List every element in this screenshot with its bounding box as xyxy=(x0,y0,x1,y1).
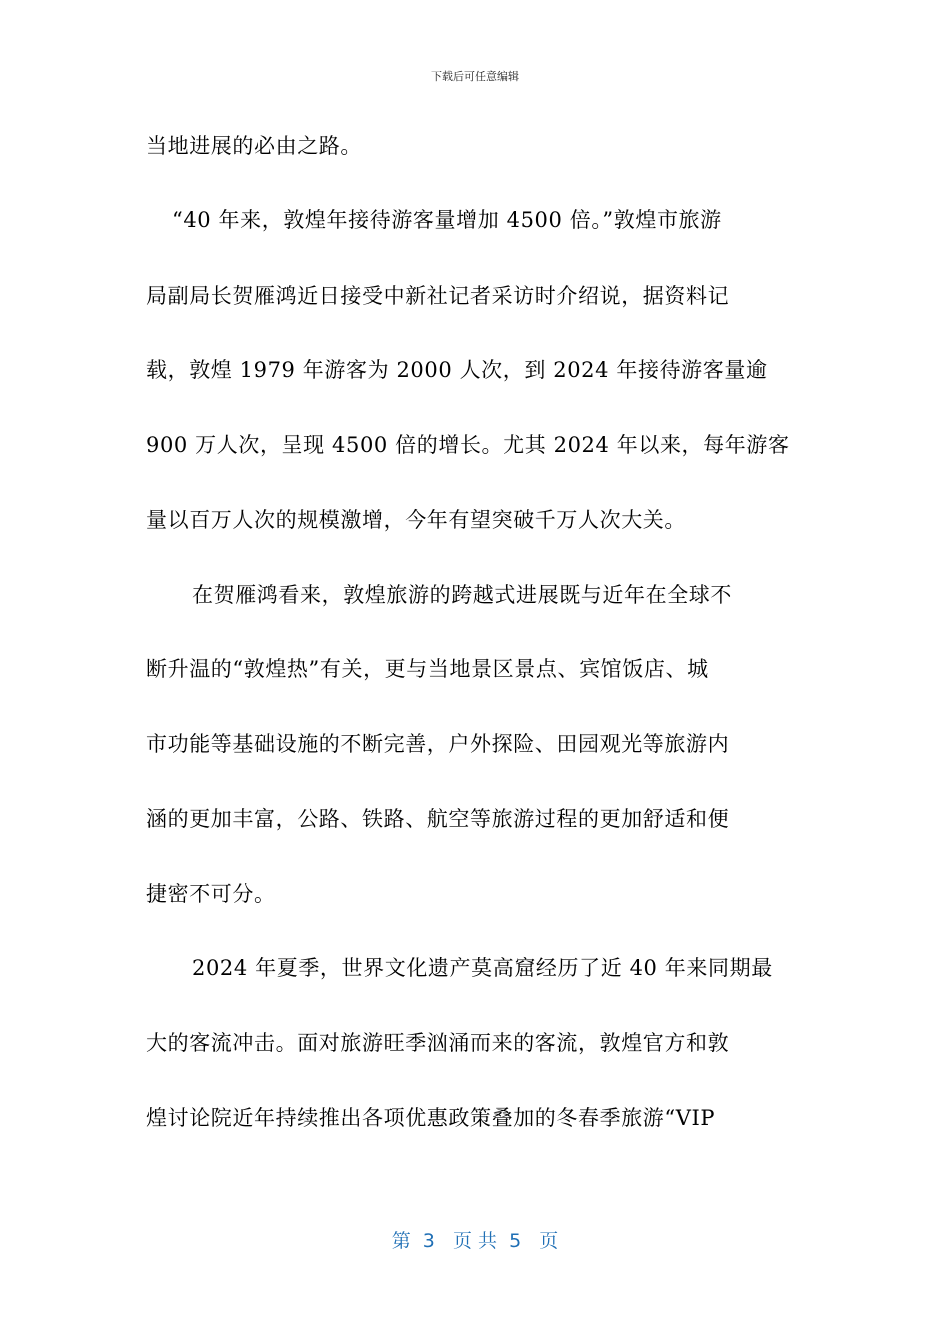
text-line: 大的客流冲击。面对旅游旺季汹涌而来的客流，敦煌官方和敦 xyxy=(146,1031,730,1055)
text-line: 载，敦煌 1979 年游客为 2000 人次，到 2024 年接待游客量逾 xyxy=(146,358,768,382)
page-number-footer: 第 3 页 共 5 页 xyxy=(391,1230,559,1252)
paragraph-start-line: “40 年来，敦煌年接待游客量增加 4500 倍。”敦煌市旅游 xyxy=(172,208,722,232)
text-line: 断升温的“敦煌热”有关，更与当地景区景点、宾馆饭店、城 xyxy=(146,657,709,681)
header-note: 下载后可任意编辑 xyxy=(431,70,519,83)
text-line: 900 万人次，呈现 4500 倍的增长。尤其 2024 年以来，每年游客 xyxy=(146,433,790,457)
paragraph-start-line: 在贺雁鸿看来，敦煌旅游的跨越式进展既与近年在全球不 xyxy=(192,583,732,607)
text-line: 局副局长贺雁鸿近日接受中新社记者采访时介绍说，据资料记 xyxy=(146,284,730,308)
paragraph-start-line: 2024 年夏季，世界文化遗产莫高窟经历了近 40 年来同期最 xyxy=(192,956,773,980)
text-line: 当地进展的必由之路。 xyxy=(146,134,362,158)
text-line: 市功能等基础设施的不断完善，户外探险、田园观光等旅游内 xyxy=(146,732,730,756)
text-line: 涵的更加丰富，公路、铁路、航空等旅游过程的更加舒适和便 xyxy=(146,807,730,831)
text-line: 煌讨论院近年持续推出各项优惠政策叠加的冬春季旅游“VIP xyxy=(146,1106,716,1130)
text-line: 捷密不可分。 xyxy=(146,882,276,906)
text-line: 量以百万人次的规模激增，今年有望突破千万人次大关。 xyxy=(146,508,686,532)
